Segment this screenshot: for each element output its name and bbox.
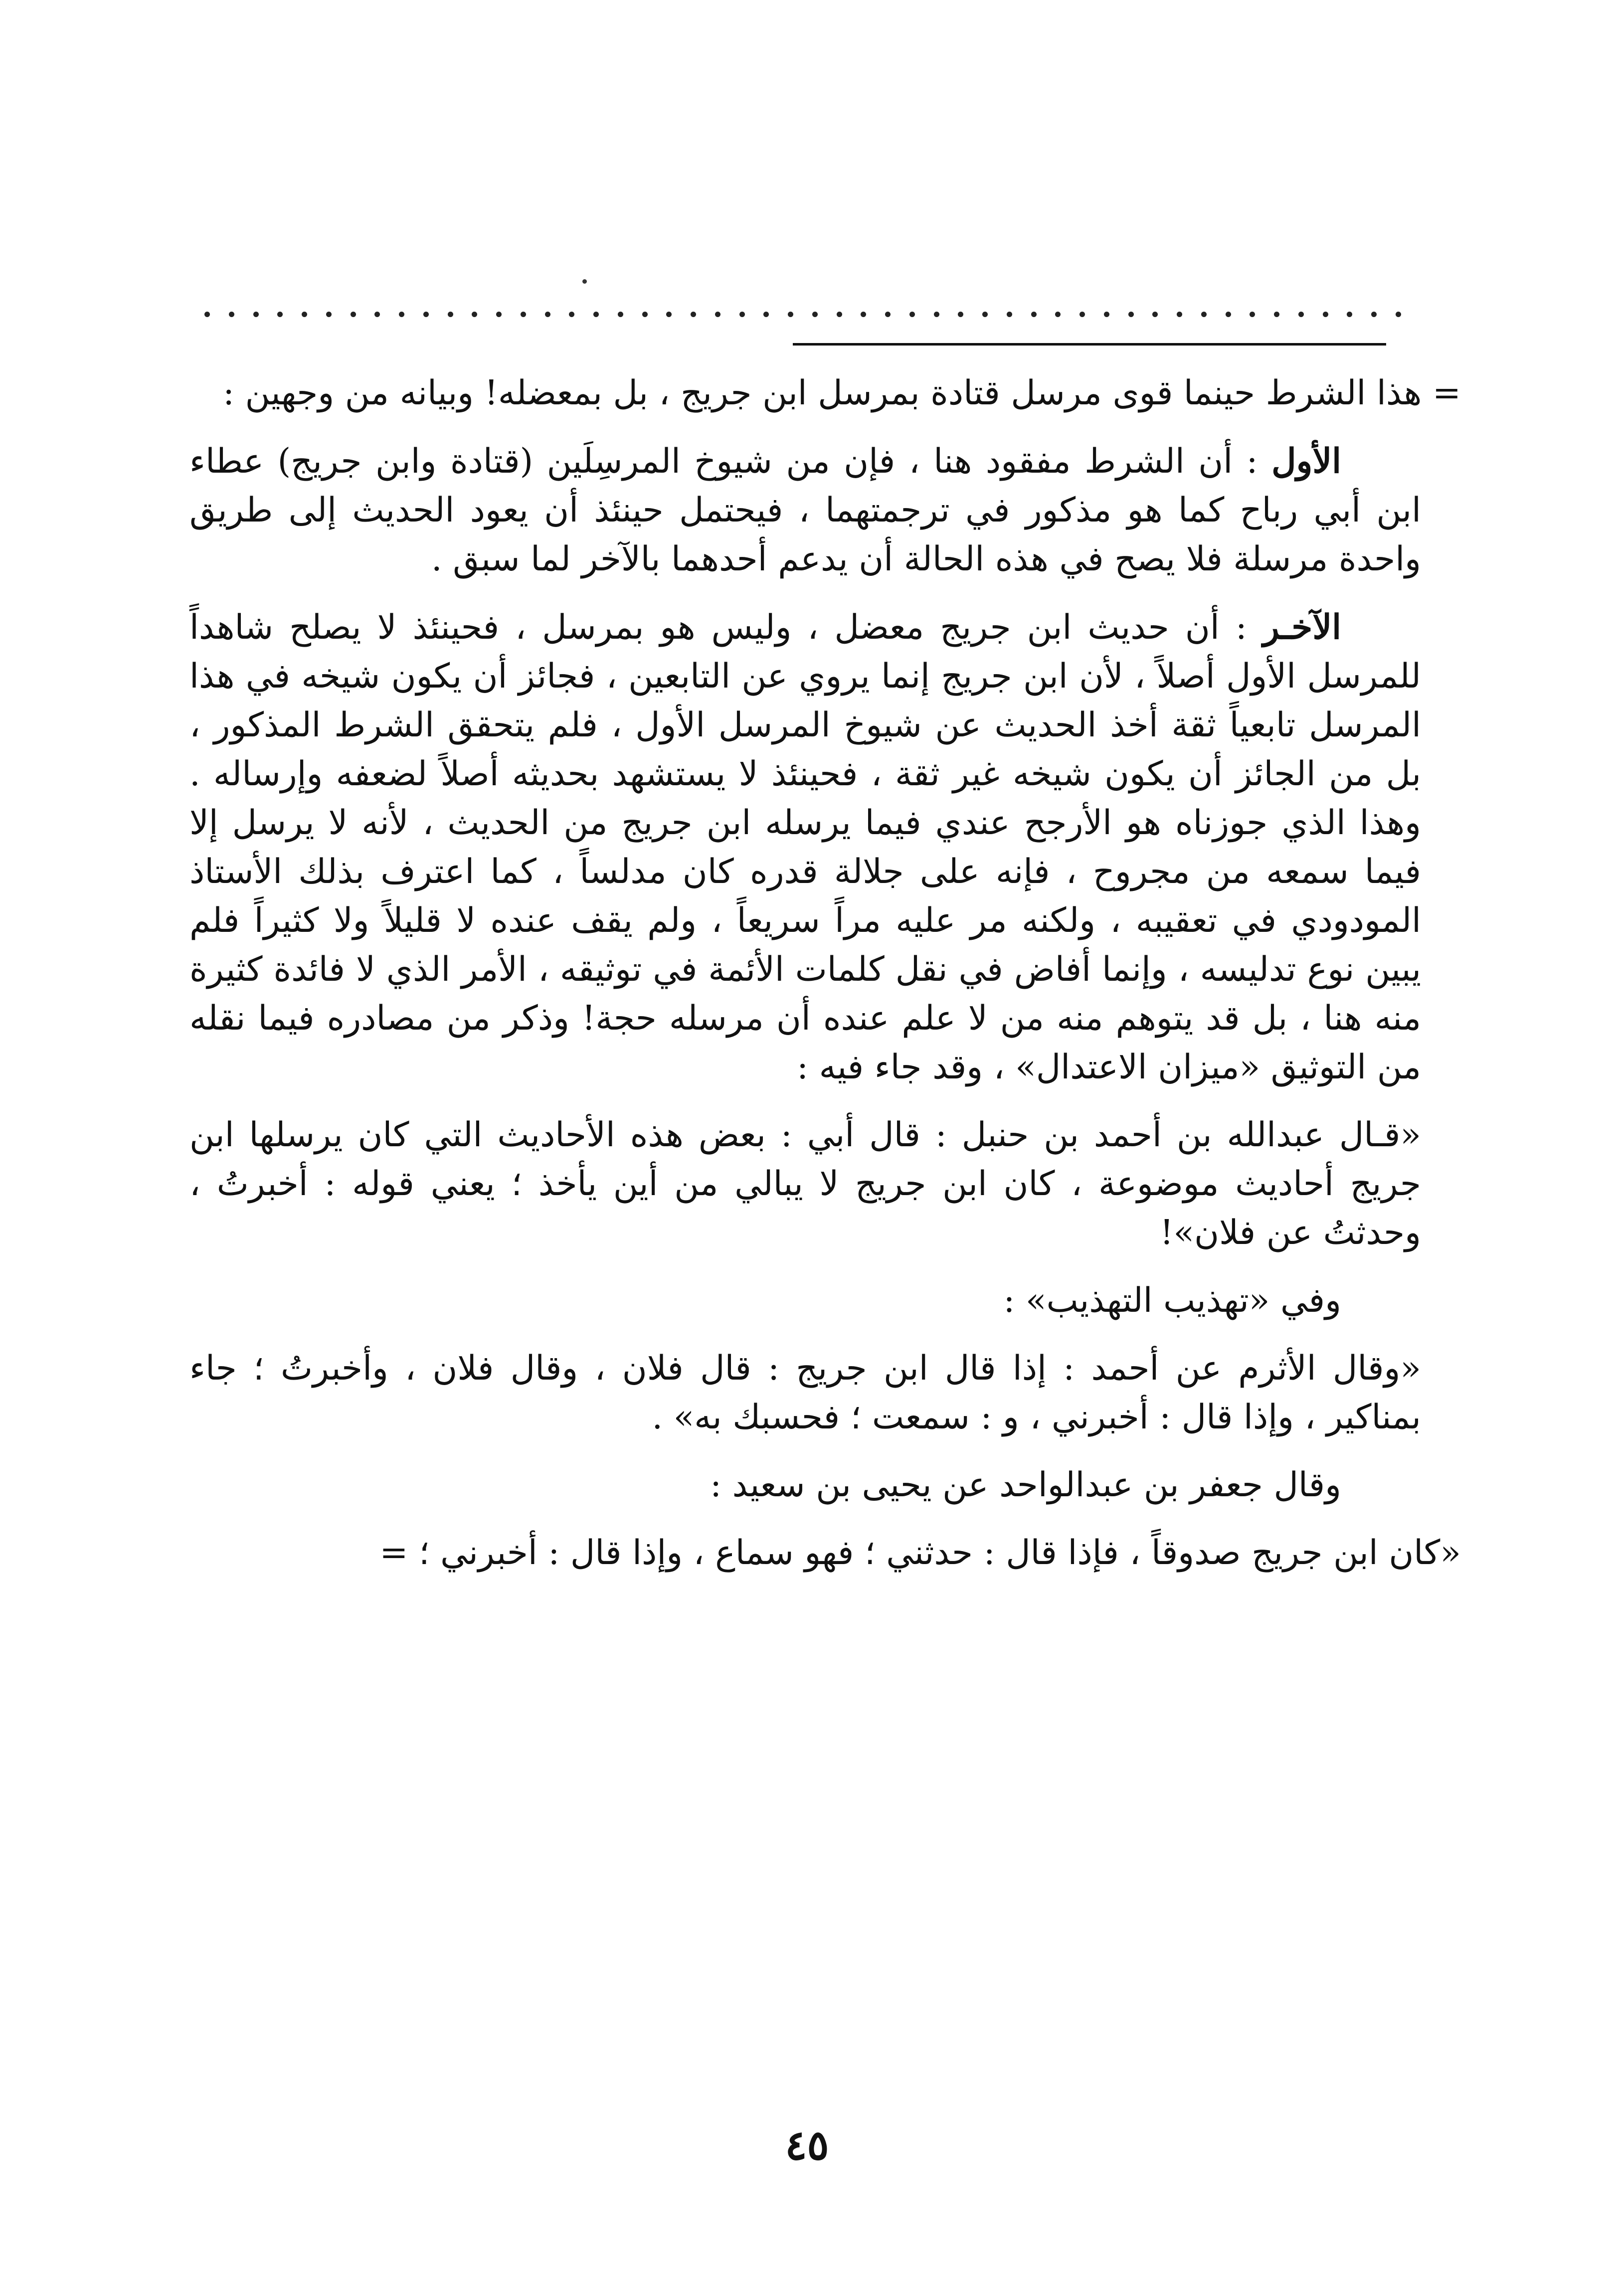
page-number: ٤٥ [785,2121,829,2169]
stray-dot [582,279,587,284]
footnote-text [189,369,1461,1596]
footnote-rule [793,343,1386,346]
paragraph-quote-yahya: «كان ابن جريج صدوقاً ، فإذا قال : حدثني ؛ فهو سماع ، وإذا قال : أخبرني ؛ = [379,1533,1461,1573]
paragraph-quote-athram: «وقال الأثرم عن أحمد : إذا قال ابن جريج : قال فلان ، وقال فلان ، وأخبرتُ ؛ جاء بمناكير ، وإذا قال : أخبرني ، و : سمعت ؛ فحسبك به» . [189,1349,1421,1437]
paragraph-lead: الآخـر [1262,607,1341,647]
paragraph-first-reason [189,437,1421,584]
paragraph-continuation: = هذا الشرط حينما قوى مرسل قتادة بمرسل ابن جريج ، بل بمعضله! وبيانه من وجهين : [223,373,1461,413]
paragraph-body: : أن حديث ابن جريج معضل ، وليس هو بمرسل ، فحينئذ لا يصلح شاهداً للمرسل الأول أصلاً ، لأن ابن جريج إنما يروي عن التابعين ، فجائز أن يكون شيخه في هذا المرسل تابعياً ثقة أخذ الحديث عن شيوخ المرسل الأول ، فلم يتحقق الشرط المذكور ، بل من الجائز أن يكون شيخه غير ثقة ، فحينئذ لا يستشهد بحديثه أصلاً لضعفه وإرساله . وهذا الذي جوزناه هو الأرجح عندي فيما يرسله ابن جريج من الحديث ، لأنه لا يرسل إلا فيما سمعه من مجروح ، فإنه على جلالة قدره كان مدلساً ، كما اعترف بذلك الأستاذ المودودي في تعقيبه ، ولكنه مر عليه مراً سريعاً ، ولم يقف عنده لا قليلاً ولا كثيراً فلم يبين نوع تدليسه ، وإنما أفاض في نقل كلمات الأئمة في توثيقه ، الأمر الذي لا فائدة كثيرة منه هنا ، بل قد يتوهم منه من لا علم عنده أن مرسله حجة! وذكر من مصادره فيما نقله من التوثيق «ميزان الاعتدال» ، وقد جاء فيه : [189,608,1421,1087]
paragraph-lead: الأول [1271,441,1341,481]
paragraph-tahdhib-intro: وفي «تهذيب التهذيب» : [1003,1281,1341,1320]
paragraph-second-reason [189,603,1421,1092]
paragraph-jafar-intro: وقال جعفر بن عبدالواحد عن يحيى بن سعيد : [710,1465,1341,1505]
paragraph-quote-ahmad: «قـال عبدالله بن أحمد بن حنبل : قال أبي : بعض هذه الأحاديث التي كان يرسلها ابن جريج أحاديث موضوعة ، كان ابن جريج لا يبالي من أين يأخذ ؛ يعني قوله : أخبرتُ ، وحدثتُ عن فلان»! [189,1115,1421,1252]
paragraph-body: : أن الشرط مفقود هنا ، فإن من شيوخ المرسِلَين (قتادة وابن جريج) عطاء ابن أبي رباح كما هو مذكور في ترجمتهما ، فيحتمل حينئذ أن يعود الحديث إلى طريق واحدة مرسلة فلا يصح في هذه الحالة أن يدعم أحدهما بالآخر لما سبق . [189,442,1421,579]
dotted-separator [204,299,1401,329]
